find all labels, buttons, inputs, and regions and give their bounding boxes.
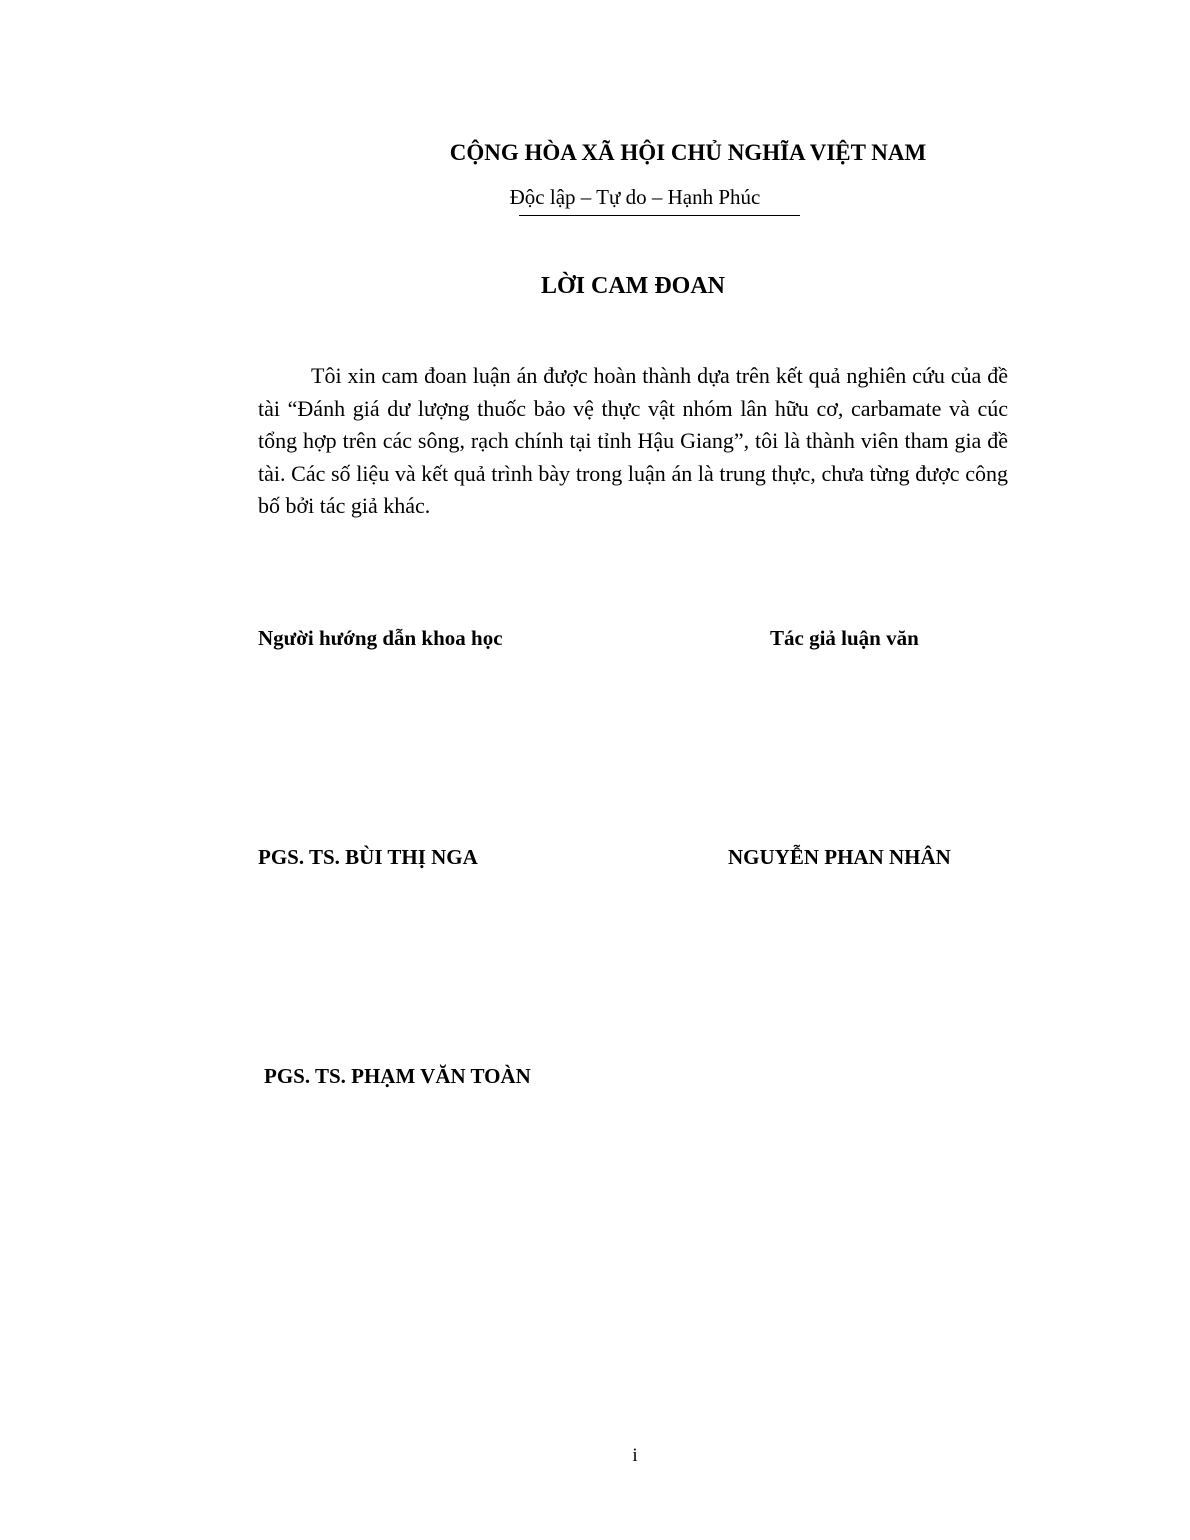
country-header: CỘNG HÒA XÃ HỘI CHỦ NGHĨA VIỆT NAM <box>449 140 927 165</box>
national-motto: Độc lập – Tự do – Hạnh Phúc <box>509 185 761 209</box>
advisor-name-2: PGS. TS. PHẠM VĂN TOÀN <box>264 1064 531 1088</box>
author-name: NGUYỄN PHAN NHÂN <box>728 845 951 869</box>
advisor-label: Người hướng dẫn khoa học <box>258 626 503 650</box>
advisor-name-1: PGS. TS. BÙI THỊ NGA <box>258 845 478 869</box>
declaration-paragraph: Tôi xin cam đoan luận án được hoàn thành dựa trên kết quả nghiên cứu của đề tài “Đánh giá dư lượng thuốc bảo vệ thực vật nhóm lân hữu cơ, carbamate và cúc tổng hợp trên các sông, rạch chính tại tỉnh Hậu Giang”, tôi là thành viên tham gia đề tài. Các số liệu và kết quả trình bày trong luận án là trung thực, chưa từng được công bố bởi tác giả khác. <box>258 363 1008 519</box>
author-label: Tác giả luận văn <box>770 626 919 650</box>
page-number: i <box>632 1445 638 1466</box>
document-title: LỜI CAM ĐOAN <box>541 273 725 299</box>
motto-underline <box>519 215 800 216</box>
